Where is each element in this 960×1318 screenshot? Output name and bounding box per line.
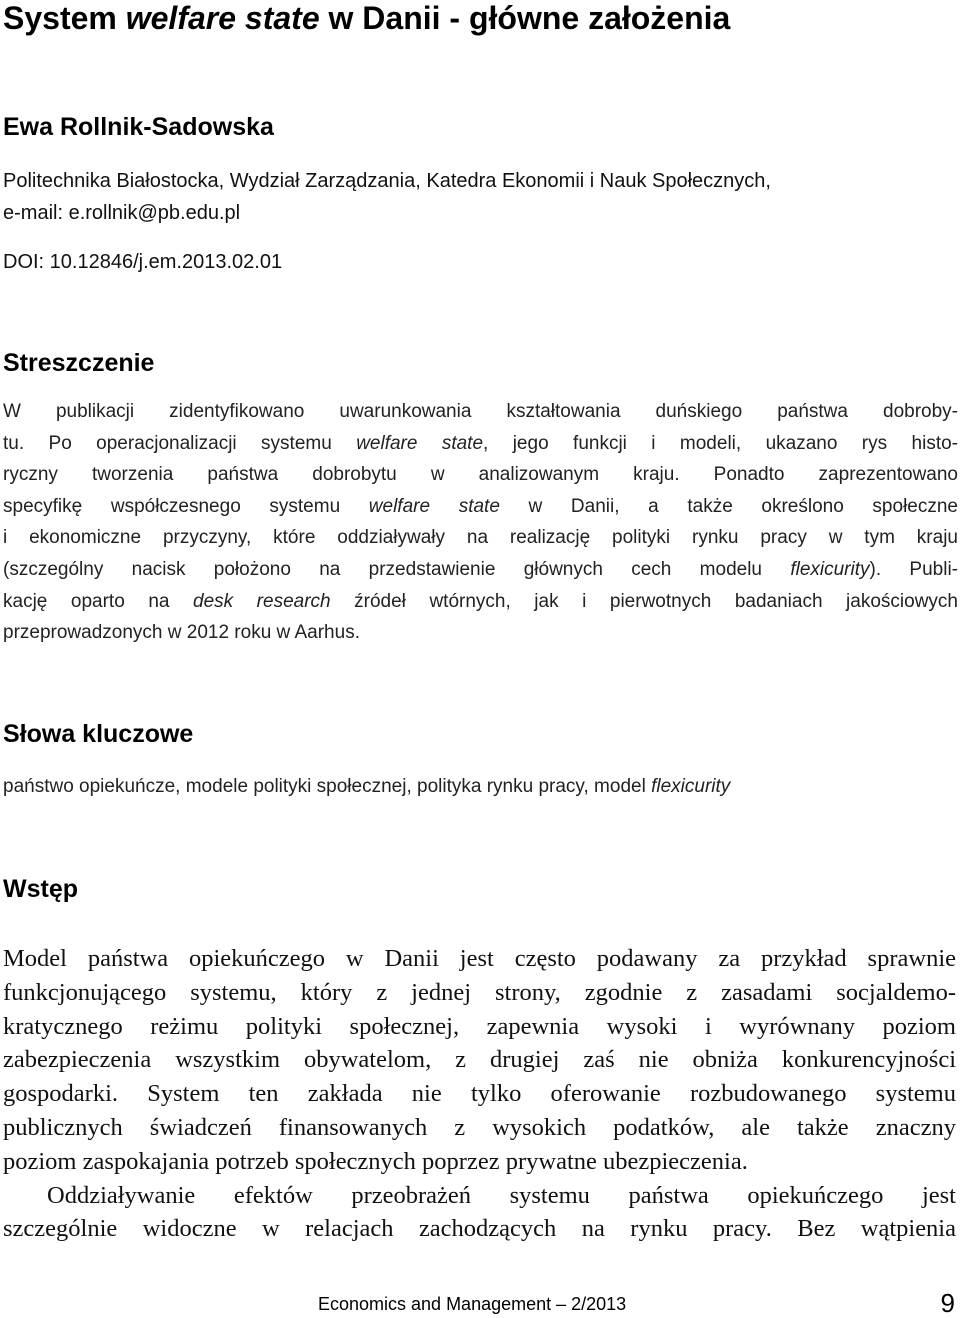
intro-line: poziom zaspokajania potrzeb społecznych poprzez prywatne ubezpieczenia. (3, 1147, 748, 1175)
title-part-2: w Danii - główne założenia (319, 0, 731, 36)
abstract-text (3, 396, 958, 649)
email-line: e-mail: e.rollnik@pb.edu.pl (3, 202, 241, 224)
abstract-line: tu. Po operacjonalizacji systemu welfare state, jego funkcji i modeli, ukazano rys histo- (3, 432, 958, 454)
abstract-line: przeprowadzonych w 2012 roku w Aarhus. (3, 622, 360, 644)
introduction-text (3, 942, 956, 1246)
abstract-heading: Streszczenie (3, 349, 155, 377)
abstract-line: ryczny tworzenia państwa dobrobytu w analizowanym kraju. Ponadto zaprezentowano (3, 464, 958, 486)
intro-line: publicznych świadczeń finansowanych z wysokich podatków, ale także znaczny (3, 1113, 956, 1141)
intro-line: zabezpieczenia wszystkim obywatelom, z drugiej zaś nie obniża konkurencyjności (3, 1046, 956, 1074)
keywords-text: państwo opiekuńcze, modele polityki społecznej, polityka rynku pracy, model flexicurity (3, 776, 731, 797)
abstract-line: W publikacji zidentyfikowano uwarunkowania kształtowania duńskiego państwa dobroby- (3, 401, 958, 422)
abstract-line: i ekonomiczne przyczyny, które oddziaływały na realizację polityki rynku pracy w tym kraju (3, 527, 958, 549)
abstract-line: kację oparto na desk research źródeł wtórnych, jak i pierwotnych badaniach jakościowych (3, 590, 958, 612)
title-italic-term: welfare state (125, 0, 320, 36)
keywords-heading: Słowa kluczowe (3, 720, 194, 748)
article-title (3, 0, 958, 36)
page-number: 9 (940, 1288, 955, 1318)
intro-line: Model państwa opiekuńczego w Danii jest często podawany za przykład sprawnie (3, 945, 956, 972)
intro-line: funkcjonującego systemu, który z jednej strony, zgodnie z zasadami socjaldemo- (3, 978, 956, 1006)
introduction-heading: Wstęp (3, 875, 78, 903)
author-affiliation (3, 165, 958, 229)
journal-name: Economics and Management – 2/2013 (318, 1294, 627, 1314)
intro-line: Oddziaływanie efektów przeobrażeń systemu państwa opiekuńczego jest (47, 1181, 956, 1209)
intro-line: kratycznego reżimu polityki społecznej, zapewnia wysoki i wyrównany poziom (3, 1012, 956, 1040)
abstract-line: (szczególny nacisk położono na przedstawienie głównych cech modelu flexicurity). Publi- (3, 558, 958, 580)
author-name: Ewa Rollnik-Sadowska (3, 113, 274, 141)
intro-line: gospodarki. System ten zakłada nie tylko oferowanie rozbudowanego systemu (3, 1080, 956, 1108)
title-part-1: System (3, 0, 126, 36)
intro-line: szczególnie widoczne w relacjach zachodzących na rynku pracy. Bez wątpienia (3, 1215, 956, 1243)
doi: DOI: 10.12846/j.em.2013.02.01 (3, 251, 283, 273)
abstract-line: specyfikę współczesnego systemu welfare state w Danii, a także określono społeczne (3, 495, 958, 517)
affiliation-line: Politechnika Białostocka, Wydział Zarządzania, Katedra Ekonomii i Nauk Społecznych, (3, 170, 771, 192)
